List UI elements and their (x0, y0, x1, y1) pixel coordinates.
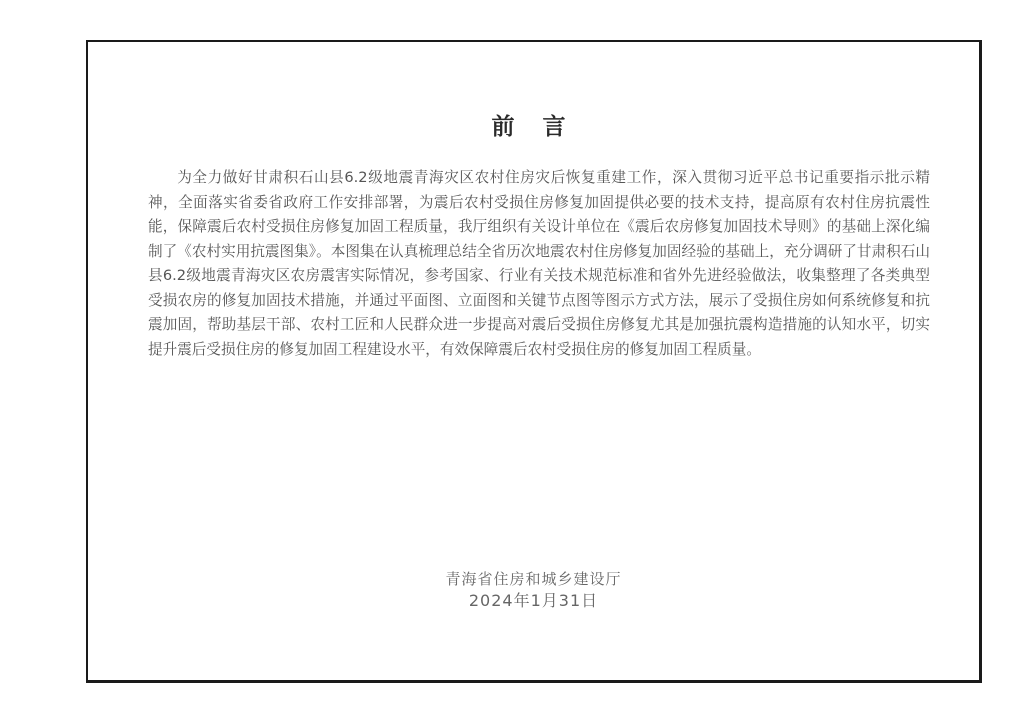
preface-paragraph: 为全力做好甘肃积石山县6.2级地震青海灾区农村住房灾后恢复重建工作，深入贯彻习近平总书记重要指示批示精神，全面落实省委省政府工作安排部署，为震后农村受损住房修复加固提供必要的技术支持，提高原有农村住房抗震性能，保障震后农村受损住房修复加固工程质量，我厅组织有关设计单位在《震后农房修复加固技术导则》的基础上深化编制了《农村实用抗震图集》。本图集在认真梳理总结全省历次地震农村住房修复加固经验的基础上，充分调研了甘肃积石山县6.2级地震青海灾区农房震害实际情况，参考国家、行业有关技术规范标准和省外先进经验做法，收集整理了各类典型受损农房的修复加固技术措施，并通过平面图、立面图和关键节点图等图示方式方法，展示了受损住房如何系统修复和抗震加固，帮助基层干部、农村工匠和人民群众进一步提高对震后受损住房修复尤其是加强抗震构造措施的认知水平，切实提升震后受损住房的修复加固工程建设水平，有效保障震后农村受损住房的修复加固工程质量。 (148, 169, 930, 358)
signature-block (88, 568, 979, 612)
signature-organization: 青海省住房和城乡建设厅 (445, 570, 622, 588)
signature-date: 2024年1月31日 (468, 591, 599, 610)
page-title: 前 言 (491, 114, 576, 140)
page-frame (86, 40, 982, 683)
